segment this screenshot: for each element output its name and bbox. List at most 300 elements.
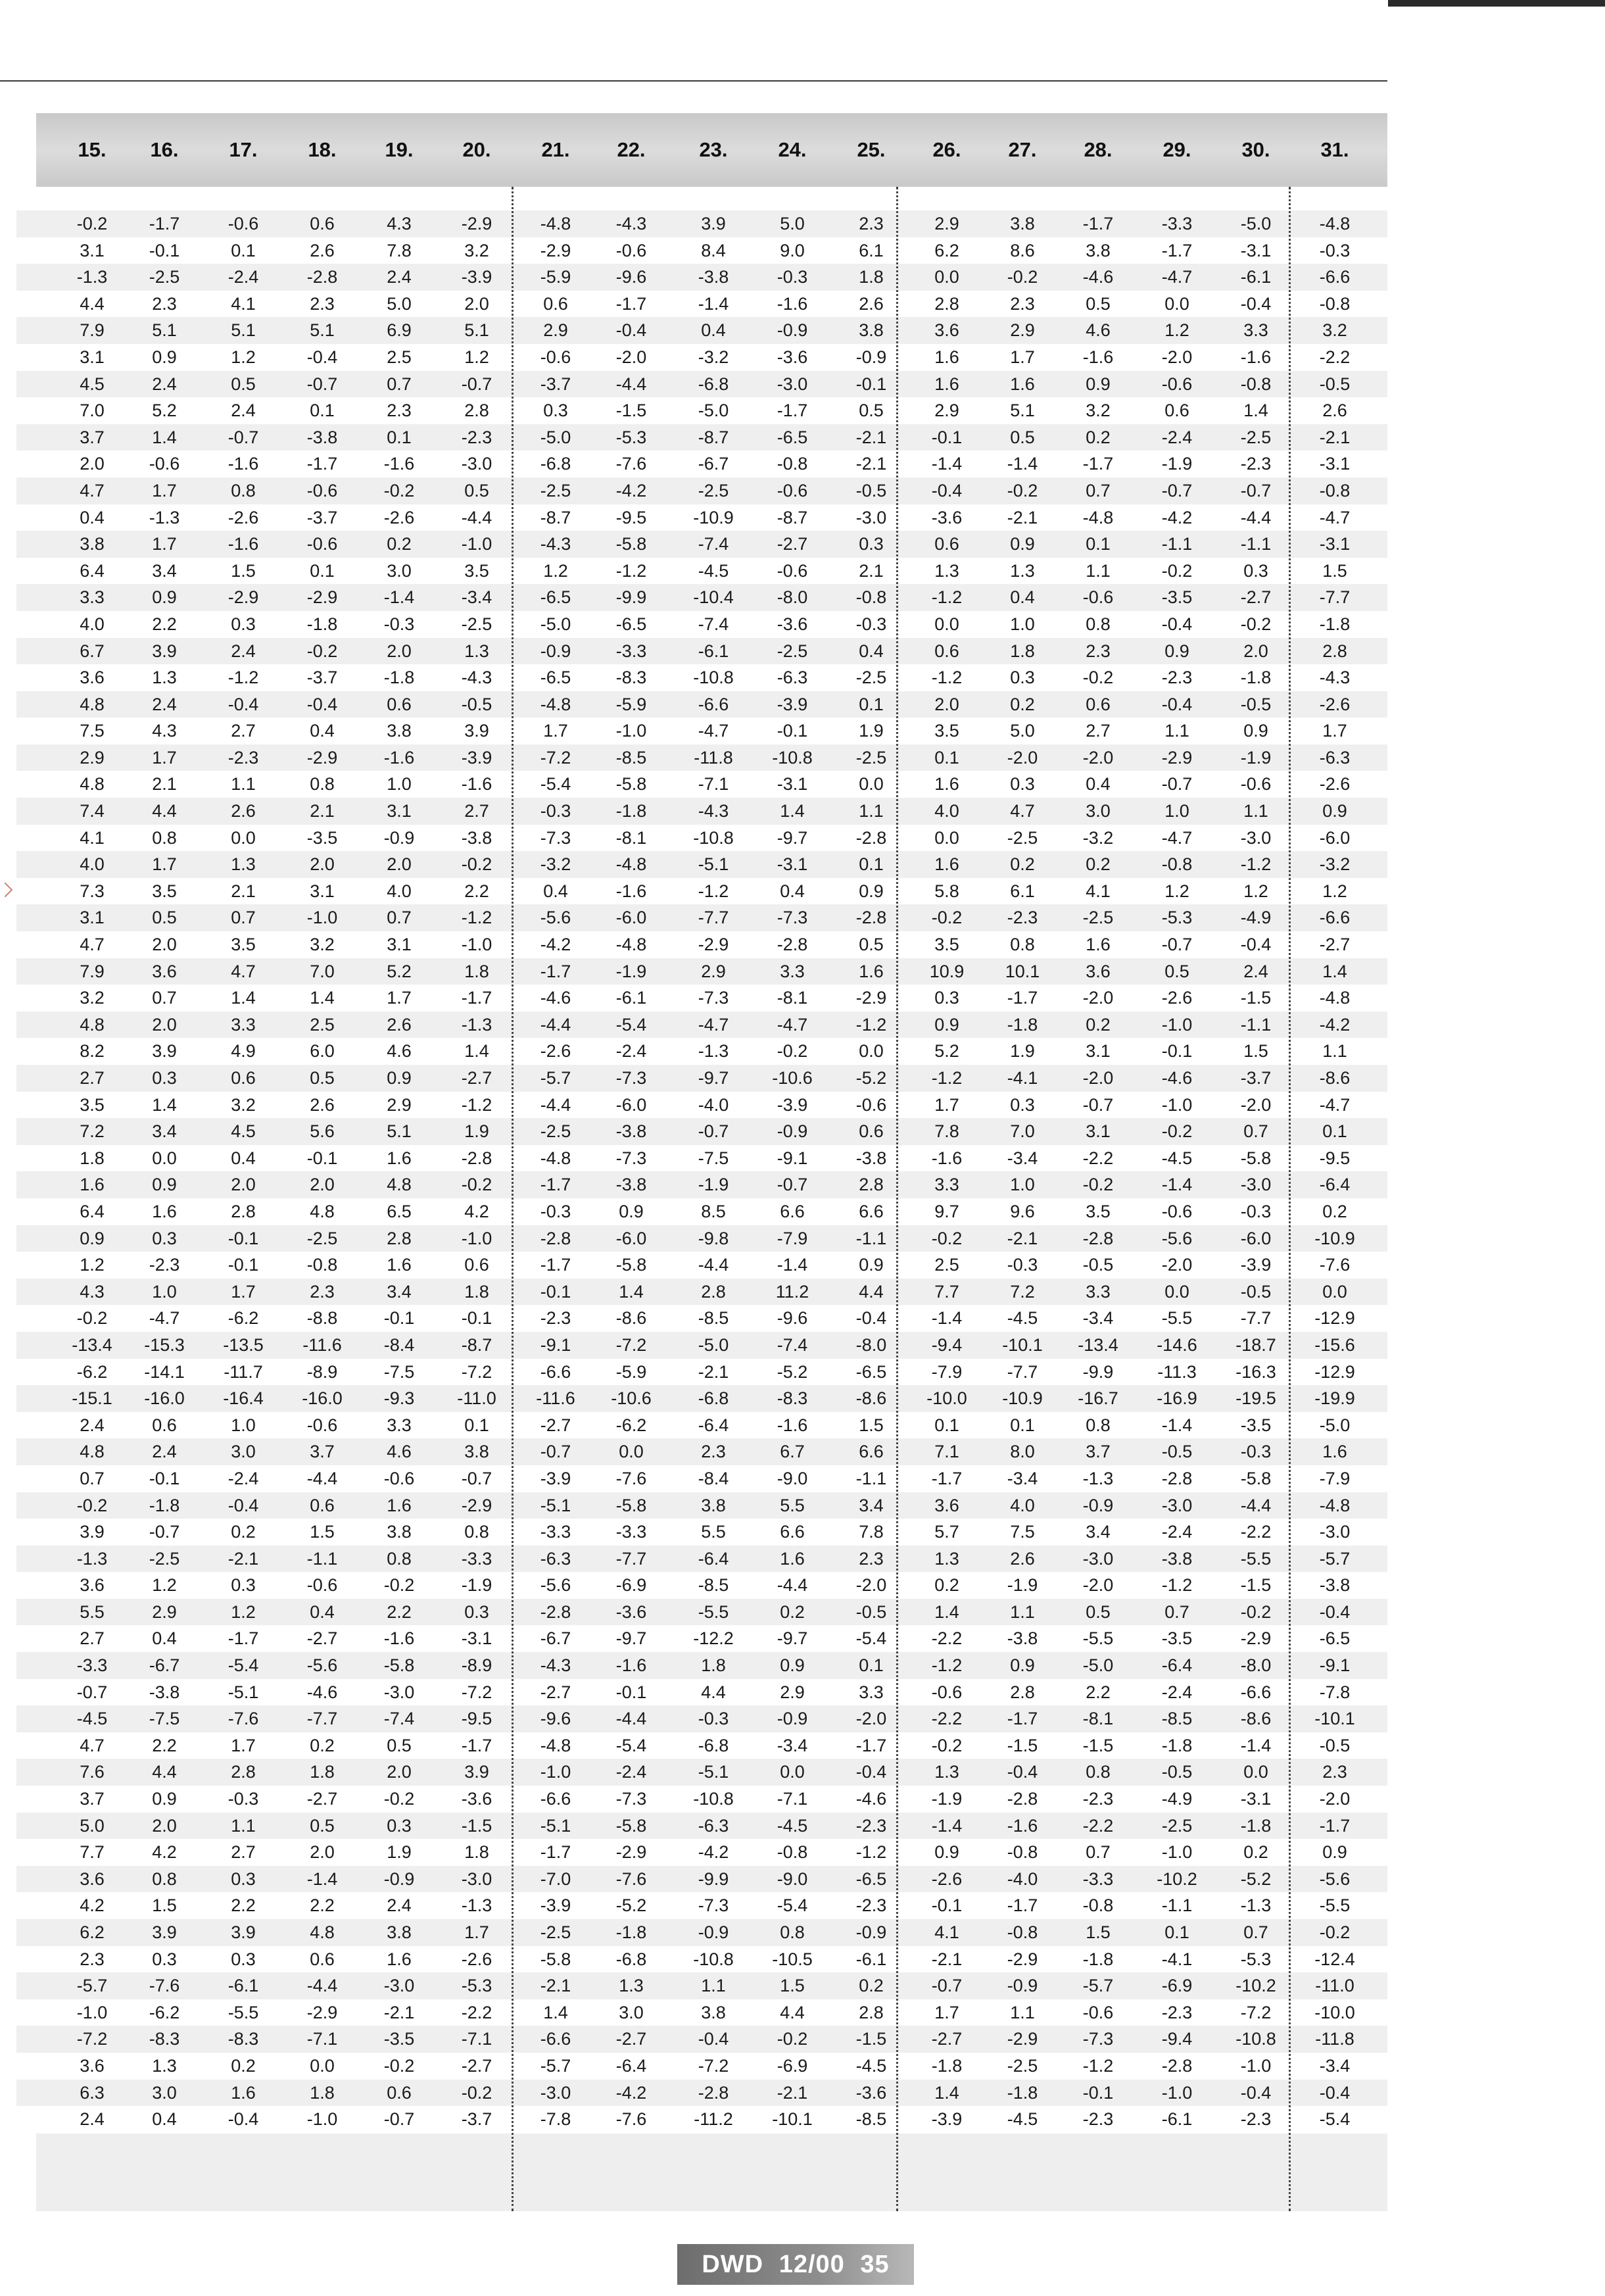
- table-cell: 0.7: [1164, 1601, 1189, 1622]
- table-cell: -3.2: [1082, 827, 1114, 848]
- table-cell: 0.7: [1086, 1842, 1111, 1863]
- table-cell: 0.3: [859, 534, 884, 554]
- table-cell: 3.6: [934, 1495, 959, 1515]
- table-cell: -0.4: [1240, 935, 1272, 955]
- table-cell: -1.7: [1161, 240, 1193, 260]
- table-cell: 1.1: [1010, 1601, 1035, 1622]
- table-cell: -2.9: [855, 988, 887, 1008]
- table-cell: -6.3: [540, 1548, 571, 1569]
- table-cell: 1.9: [387, 1842, 412, 1863]
- table-cell: -4.7: [149, 1308, 180, 1329]
- table-cell: -1.8: [931, 2055, 963, 2076]
- table-cell: 3.6: [1086, 961, 1111, 981]
- table-cell: -6.1: [228, 1976, 259, 1996]
- page-number: 35: [860, 2251, 890, 2278]
- table-cell: -2.6: [461, 1949, 492, 1969]
- table-cell: -0.2: [76, 1308, 108, 1329]
- table-cell: -6.6: [540, 2029, 571, 2049]
- table-cell: -2.7: [461, 2055, 492, 2076]
- table-cell: -9.0: [777, 1869, 808, 1889]
- table-cell: 4.6: [387, 1041, 412, 1062]
- table-cell: 7.8: [859, 1522, 884, 1542]
- table-cell: -2.1: [698, 1361, 729, 1382]
- table-cell: 4.4: [152, 801, 177, 821]
- table-cell: -15.1: [72, 1388, 112, 1409]
- table-cell: 2.4: [387, 267, 412, 287]
- table-cell: -1.7: [540, 961, 571, 981]
- column-header: 24.: [778, 138, 807, 161]
- table-cell: 1.6: [934, 374, 959, 394]
- table-cell: -3.4: [1007, 1468, 1038, 1488]
- table-cell: 3.0: [231, 1442, 256, 1462]
- table-cell: 1.0: [1164, 801, 1189, 821]
- table-cell: -1.1: [1240, 534, 1272, 554]
- table-cell: -2.3: [855, 1895, 887, 1916]
- table-cell: -8.5: [698, 1575, 729, 1596]
- table-cell: -11.7: [224, 1361, 263, 1382]
- table-cell: 5.0: [80, 1815, 105, 1836]
- column-separator: [1289, 187, 1291, 2211]
- table-cell: 0.7: [80, 1468, 105, 1488]
- table-cell: -2.5: [540, 480, 571, 501]
- table-cell: 3.6: [80, 1575, 105, 1596]
- table-cell: -3.2: [1319, 854, 1351, 875]
- table-cell: 2.2: [231, 1895, 256, 1916]
- table-cell: 3.3: [80, 587, 105, 608]
- table-cell: -6.5: [615, 614, 647, 634]
- table-cell: 1.7: [1010, 347, 1035, 367]
- table-cell: -8.7: [777, 507, 808, 527]
- table-cell: -8.7: [461, 1334, 492, 1355]
- table-cell: -9.9: [615, 587, 647, 608]
- table-cell: 1.3: [231, 854, 256, 875]
- table-cell: 3.4: [1086, 1522, 1111, 1542]
- table-cell: 2.2: [310, 1895, 335, 1916]
- table-cell: 7.8: [934, 1121, 959, 1142]
- table-cell: 3.9: [152, 1922, 177, 1942]
- table-cell: -8.9: [461, 1655, 492, 1676]
- table-cell: -0.7: [1240, 480, 1272, 501]
- table-cell: -0.5: [1240, 694, 1272, 714]
- column-separator: [896, 187, 898, 2211]
- table-cell: 3.8: [859, 320, 884, 341]
- table-row: [16, 1038, 1387, 1065]
- table-cell: 3.5: [934, 721, 959, 741]
- table-cell: 1.6: [387, 1495, 412, 1515]
- table-cell: -0.8: [1007, 1842, 1038, 1863]
- table-cell: 0.9: [152, 1789, 177, 1809]
- table-cell: 0.0: [1322, 1281, 1347, 1302]
- table-row: [16, 771, 1387, 798]
- table-cell: -0.5: [1161, 1442, 1193, 1462]
- table-row: [16, 1465, 1387, 1492]
- table-cell: -0.2: [1082, 1175, 1114, 1195]
- table-cell: -0.6: [615, 240, 647, 260]
- table-cell: -8.5: [615, 747, 647, 768]
- table-cell: 0.9: [619, 1201, 644, 1221]
- table-cell: -2.4: [1161, 1522, 1193, 1542]
- table-cell: 2.6: [387, 1014, 412, 1035]
- table-row: [16, 798, 1387, 825]
- table-cell: 7.7: [80, 1842, 105, 1863]
- table-cell: 2.0: [310, 854, 335, 875]
- table-cell: -3.1: [1319, 534, 1351, 554]
- table-cell: -2.0: [1082, 988, 1114, 1008]
- table-cell: 3.4: [859, 1495, 884, 1515]
- table-cell: 0.5: [1164, 961, 1189, 981]
- table-cell: 2.3: [859, 1548, 884, 1569]
- table-cell: -3.4: [1082, 1308, 1114, 1329]
- table-cell: -0.4: [855, 1762, 887, 1782]
- table-cell: -5.8: [540, 1949, 571, 1969]
- table-cell: 2.0: [1243, 641, 1268, 661]
- table-cell: -0.7: [149, 1522, 180, 1542]
- table-cell: -0.1: [615, 1682, 647, 1702]
- table-cell: -6.1: [698, 641, 729, 661]
- table-cell: 2.5: [934, 1255, 959, 1275]
- column-header: 18.: [308, 138, 337, 161]
- table-cell: -1.3: [461, 1014, 492, 1035]
- table-cell: -0.7: [1082, 1094, 1114, 1115]
- table-cell: 5.7: [934, 1522, 959, 1542]
- table-cell: -9.0: [777, 1468, 808, 1488]
- table-cell: 0.1: [1322, 1121, 1347, 1142]
- table-cell: 7.0: [310, 961, 335, 981]
- table-cell: 3.4: [152, 1121, 177, 1142]
- table-cell: -0.6: [149, 454, 180, 474]
- table-cell: -4.3: [1319, 668, 1351, 688]
- table-cell: -2.6: [540, 1041, 571, 1062]
- table-cell: 3.1: [80, 908, 105, 928]
- table-cell: -3.9: [461, 747, 492, 768]
- table-cell: -2.9: [1240, 1628, 1272, 1649]
- table-cell: -6.5: [855, 1869, 887, 1889]
- table-cell: -8.1: [777, 988, 808, 1008]
- table-cell: -9.5: [1319, 1148, 1351, 1168]
- table-row: [16, 1813, 1387, 1840]
- table-cell: -3.7: [461, 2109, 492, 2130]
- table-cell: -1.2: [931, 1068, 963, 1088]
- table-cell: -4.6: [1082, 267, 1114, 287]
- table-cell: 6.0: [310, 1041, 335, 1062]
- table-cell: -2.5: [306, 1228, 338, 1248]
- table-cell: -5.0: [1240, 214, 1272, 233]
- table-cell: 0.0: [1243, 1762, 1268, 1782]
- table-cell: 2.0: [231, 1175, 256, 1195]
- table-cell: -5.8: [1240, 1468, 1272, 1488]
- table-cell: -1.7: [1007, 1895, 1038, 1916]
- table-cell: -6.8: [540, 454, 571, 474]
- table-cell: -0.8: [777, 1842, 808, 1863]
- table-cell: -4.8: [540, 214, 571, 233]
- table-cell: 0.1: [859, 854, 884, 875]
- table-row: [16, 958, 1387, 985]
- table-cell: 3.6: [152, 961, 177, 981]
- table-cell: 4.7: [1010, 801, 1035, 821]
- table-row: [16, 1866, 1387, 1893]
- table-cell: -8.6: [1319, 1068, 1351, 1088]
- table-cell: -3.0: [383, 1682, 415, 1702]
- table-cell: 0.8: [1010, 935, 1035, 955]
- table-cell: -0.7: [698, 1121, 729, 1142]
- table-cell: -1.5: [1007, 1735, 1038, 1755]
- table-cell: -0.7: [461, 1468, 492, 1488]
- table-cell: -1.9: [1007, 1575, 1038, 1596]
- table-cell: -6.0: [1240, 1228, 1272, 1248]
- table-cell: -5.8: [615, 1815, 647, 1836]
- table-cell: 6.6: [780, 1201, 805, 1221]
- table-cell: 5.8: [934, 881, 959, 901]
- table-cell: 0.6: [1164, 401, 1189, 421]
- table-cell: -2.8: [540, 1228, 571, 1248]
- table-cell: -2.7: [1240, 587, 1272, 608]
- table-cell: -0.2: [461, 1175, 492, 1195]
- table-cell: -4.5: [1007, 1308, 1038, 1329]
- table-row: [16, 1786, 1387, 1813]
- table-cell: -10.4: [693, 587, 734, 608]
- table-row: [16, 504, 1387, 531]
- table-cell: 0.3: [387, 1815, 412, 1836]
- table-cell: -4.8: [1082, 507, 1114, 527]
- table-cell: -1.5: [1240, 988, 1272, 1008]
- table-cell: -1.4: [931, 454, 963, 474]
- table-cell: -4.9: [1161, 1789, 1193, 1809]
- table-cell: 3.3: [859, 1682, 884, 1702]
- table-cell: 0.9: [1010, 1655, 1035, 1676]
- table-cell: -0.5: [461, 694, 492, 714]
- table-cell: -6.4: [698, 1415, 729, 1435]
- table-cell: -6.2: [615, 1415, 647, 1435]
- table-cell: -10.2: [1157, 1869, 1197, 1889]
- table-cell: -1.1: [855, 1228, 887, 1248]
- table-cell: 1.0: [1010, 614, 1035, 634]
- table-cell: -6.5: [777, 427, 808, 447]
- table-cell: -1.2: [931, 587, 963, 608]
- table-cell: 1.6: [387, 1148, 412, 1168]
- table-cell: 9.0: [780, 240, 805, 260]
- table-cell: -9.6: [540, 1709, 571, 1729]
- table-cell: 0.8: [152, 1869, 177, 1889]
- table-cell: 2.3: [310, 1281, 335, 1302]
- table-cell: -0.7: [1161, 935, 1193, 955]
- table-cell: -4.1: [1007, 1068, 1038, 1088]
- table-cell: -3.6: [931, 507, 963, 527]
- table-cell: -2.0: [1082, 1575, 1114, 1596]
- table-cell: -8.3: [149, 2029, 180, 2049]
- table-cell: 7.5: [1010, 1522, 1035, 1542]
- table-cell: -4.7: [777, 1014, 808, 1035]
- table-cell: -5.6: [540, 908, 571, 928]
- table-cell: 2.4: [1243, 961, 1268, 981]
- column-separator: [512, 187, 514, 2211]
- table-cell: -0.1: [228, 1228, 259, 1248]
- table-cell: 6.6: [859, 1201, 884, 1221]
- table-cell: 4.4: [152, 1762, 177, 1782]
- table-cell: -6.4: [698, 1548, 729, 1569]
- table-row: [16, 1305, 1387, 1332]
- column-header: 19.: [385, 138, 414, 161]
- table-cell: 2.7: [1086, 721, 1111, 741]
- table-cell: -0.6: [306, 1575, 338, 1596]
- table-cell: -0.2: [383, 1789, 415, 1809]
- table-cell: -2.9: [1161, 747, 1193, 768]
- table-row: [16, 1279, 1387, 1306]
- table-cell: 1.9: [464, 1121, 489, 1142]
- table-cell: -4.4: [1240, 507, 1272, 527]
- table-cell: 0.1: [1010, 1415, 1035, 1435]
- table-cell: -1.2: [1082, 2055, 1114, 2076]
- table-cell: -2.1: [540, 1976, 571, 1996]
- table-cell: -0.1: [1082, 2082, 1114, 2103]
- table-cell: -1.4: [1007, 454, 1038, 474]
- table-row: [16, 691, 1387, 718]
- table-cell: 8.4: [701, 240, 726, 260]
- table-cell: -2.4: [615, 1762, 647, 1782]
- table-cell: -0.1: [540, 1281, 571, 1302]
- table-cell: -2.9: [698, 935, 729, 955]
- table-cell: -11.8: [1315, 2029, 1354, 2049]
- table-cell: -7.7: [1007, 1361, 1038, 1382]
- table-cell: 0.4: [80, 507, 105, 527]
- table-cell: 0.6: [310, 1495, 335, 1515]
- table-cell: 2.2: [152, 1735, 177, 1755]
- table-cell: -10.6: [611, 1388, 652, 1409]
- table-cell: 3.9: [464, 721, 489, 741]
- table-cell: -7.3: [615, 1789, 647, 1809]
- table-cell: -6.1: [855, 1949, 887, 1969]
- table-row: [16, 1198, 1387, 1225]
- table-cell: 7.9: [80, 320, 105, 341]
- table-cell: 1.4: [1243, 401, 1268, 421]
- column-header: 29.: [1162, 138, 1191, 161]
- table-cell: -1.8: [383, 668, 415, 688]
- table-cell: -5.0: [1082, 1655, 1114, 1676]
- table-cell: -1.1: [306, 1548, 338, 1569]
- table-cell: -2.0: [1007, 747, 1038, 768]
- table-cell: -1.1: [1161, 1895, 1193, 1916]
- table-cell: -1.7: [1007, 988, 1038, 1008]
- table-cell: -5.1: [540, 1495, 571, 1515]
- table-cell: 3.5: [1086, 1201, 1111, 1221]
- table-cell: -3.0: [540, 2082, 571, 2103]
- table-cell: 0.0: [859, 1041, 884, 1062]
- table-cell: 1.6: [1086, 935, 1111, 955]
- table-cell: -3.3: [615, 1522, 647, 1542]
- table-cell: -0.3: [855, 614, 887, 634]
- table-cell: -0.1: [149, 240, 180, 260]
- table-cell: -2.5: [1007, 827, 1038, 848]
- table-cell: 3.5: [934, 935, 959, 955]
- table-cell: -11.0: [1315, 1976, 1354, 1996]
- table-cell: -10.9: [1314, 1228, 1355, 1248]
- table-row: [16, 1972, 1387, 1999]
- table-cell: 0.9: [859, 881, 884, 901]
- table-cell: -3.0: [855, 507, 887, 527]
- table-row: [16, 2053, 1387, 2080]
- table-cell: 8.2: [80, 1041, 105, 1062]
- table-cell: 0.3: [543, 401, 568, 421]
- table-cell: -2.0: [1319, 1789, 1351, 1809]
- table-row: [16, 451, 1387, 477]
- table-cell: 3.0: [1086, 801, 1111, 821]
- table-cell: -7.6: [615, 1869, 647, 1889]
- table-cell: 4.8: [80, 774, 105, 794]
- table-cell: -1.4: [306, 1869, 338, 1889]
- table-cell: 3.9: [231, 1922, 256, 1942]
- table-cell: 3.2: [1086, 401, 1111, 421]
- table-cell: -1.7: [540, 1842, 571, 1863]
- table-cell: -4.7: [698, 721, 729, 741]
- table-cell: 0.5: [464, 480, 489, 501]
- table-cell: -7.2: [76, 2029, 108, 2049]
- table-cell: -0.1: [149, 1468, 180, 1488]
- table-cell: 2.9: [780, 1682, 805, 1702]
- table-cell: -4.5: [1007, 2109, 1038, 2130]
- table-cell: 1.3: [152, 2055, 177, 2076]
- table-cell: -0.6: [855, 1094, 887, 1115]
- table-cell: 0.7: [387, 374, 412, 394]
- table-cell: 2.9: [543, 320, 568, 341]
- table-cell: -2.4: [615, 1041, 647, 1062]
- table-cell: 7.7: [934, 1281, 959, 1302]
- table-cell: 2.6: [859, 293, 884, 314]
- table-cell: 0.5: [387, 1735, 412, 1755]
- table-cell: -2.9: [1007, 2029, 1038, 2049]
- table-cell: -0.7: [931, 1976, 963, 1996]
- table-cell: -2.0: [1161, 1255, 1193, 1275]
- table-cell: -12.2: [693, 1628, 734, 1649]
- table-cell: 2.7: [80, 1068, 105, 1088]
- table-cell: -0.3: [540, 1201, 571, 1221]
- table-cell: -8.0: [777, 587, 808, 608]
- table-cell: 0.2: [1010, 694, 1035, 714]
- table-cell: -1.8: [1319, 614, 1351, 634]
- table-cell: -5.8: [615, 774, 647, 794]
- table-cell: 0.5: [1010, 427, 1035, 447]
- column-header: 30.: [1241, 138, 1270, 161]
- column-header: 28.: [1084, 138, 1113, 161]
- table-cell: 4.1: [1086, 881, 1111, 901]
- table-cell: 5.1: [231, 320, 256, 341]
- table-cell: 3.7: [80, 1789, 105, 1809]
- table-cell: 3.8: [387, 721, 412, 741]
- table-cell: -7.4: [698, 534, 729, 554]
- table-cell: 4.3: [80, 1281, 105, 1302]
- table-cell: -3.5: [306, 827, 338, 848]
- table-cell: -0.9: [777, 1709, 808, 1729]
- table-cell: -1.6: [1082, 347, 1114, 367]
- table-cell: 1.7: [152, 747, 177, 768]
- table-cell: -7.7: [306, 1709, 338, 1729]
- table-cell: -5.2: [615, 1895, 647, 1916]
- table-cell: -0.4: [1161, 694, 1193, 714]
- table-cell: 6.1: [1010, 881, 1035, 901]
- table-cell: -6.2: [149, 2002, 180, 2022]
- table-cell: -1.4: [383, 587, 415, 608]
- table-cell: -8.1: [615, 827, 647, 848]
- table-cell: -10.0: [926, 1388, 967, 1409]
- table-cell: -4.4: [615, 1709, 647, 1729]
- table-cell: -11.8: [694, 747, 733, 768]
- table-cell: -5.6: [540, 1575, 571, 1596]
- column-header: 16.: [150, 138, 179, 161]
- table-cell: -2.7: [306, 1789, 338, 1809]
- table-cell: 2.6: [231, 801, 256, 821]
- table-row: [16, 745, 1387, 771]
- table-row: [16, 317, 1387, 344]
- table-cell: -7.9: [777, 1228, 808, 1248]
- table-cell: 3.0: [387, 560, 412, 581]
